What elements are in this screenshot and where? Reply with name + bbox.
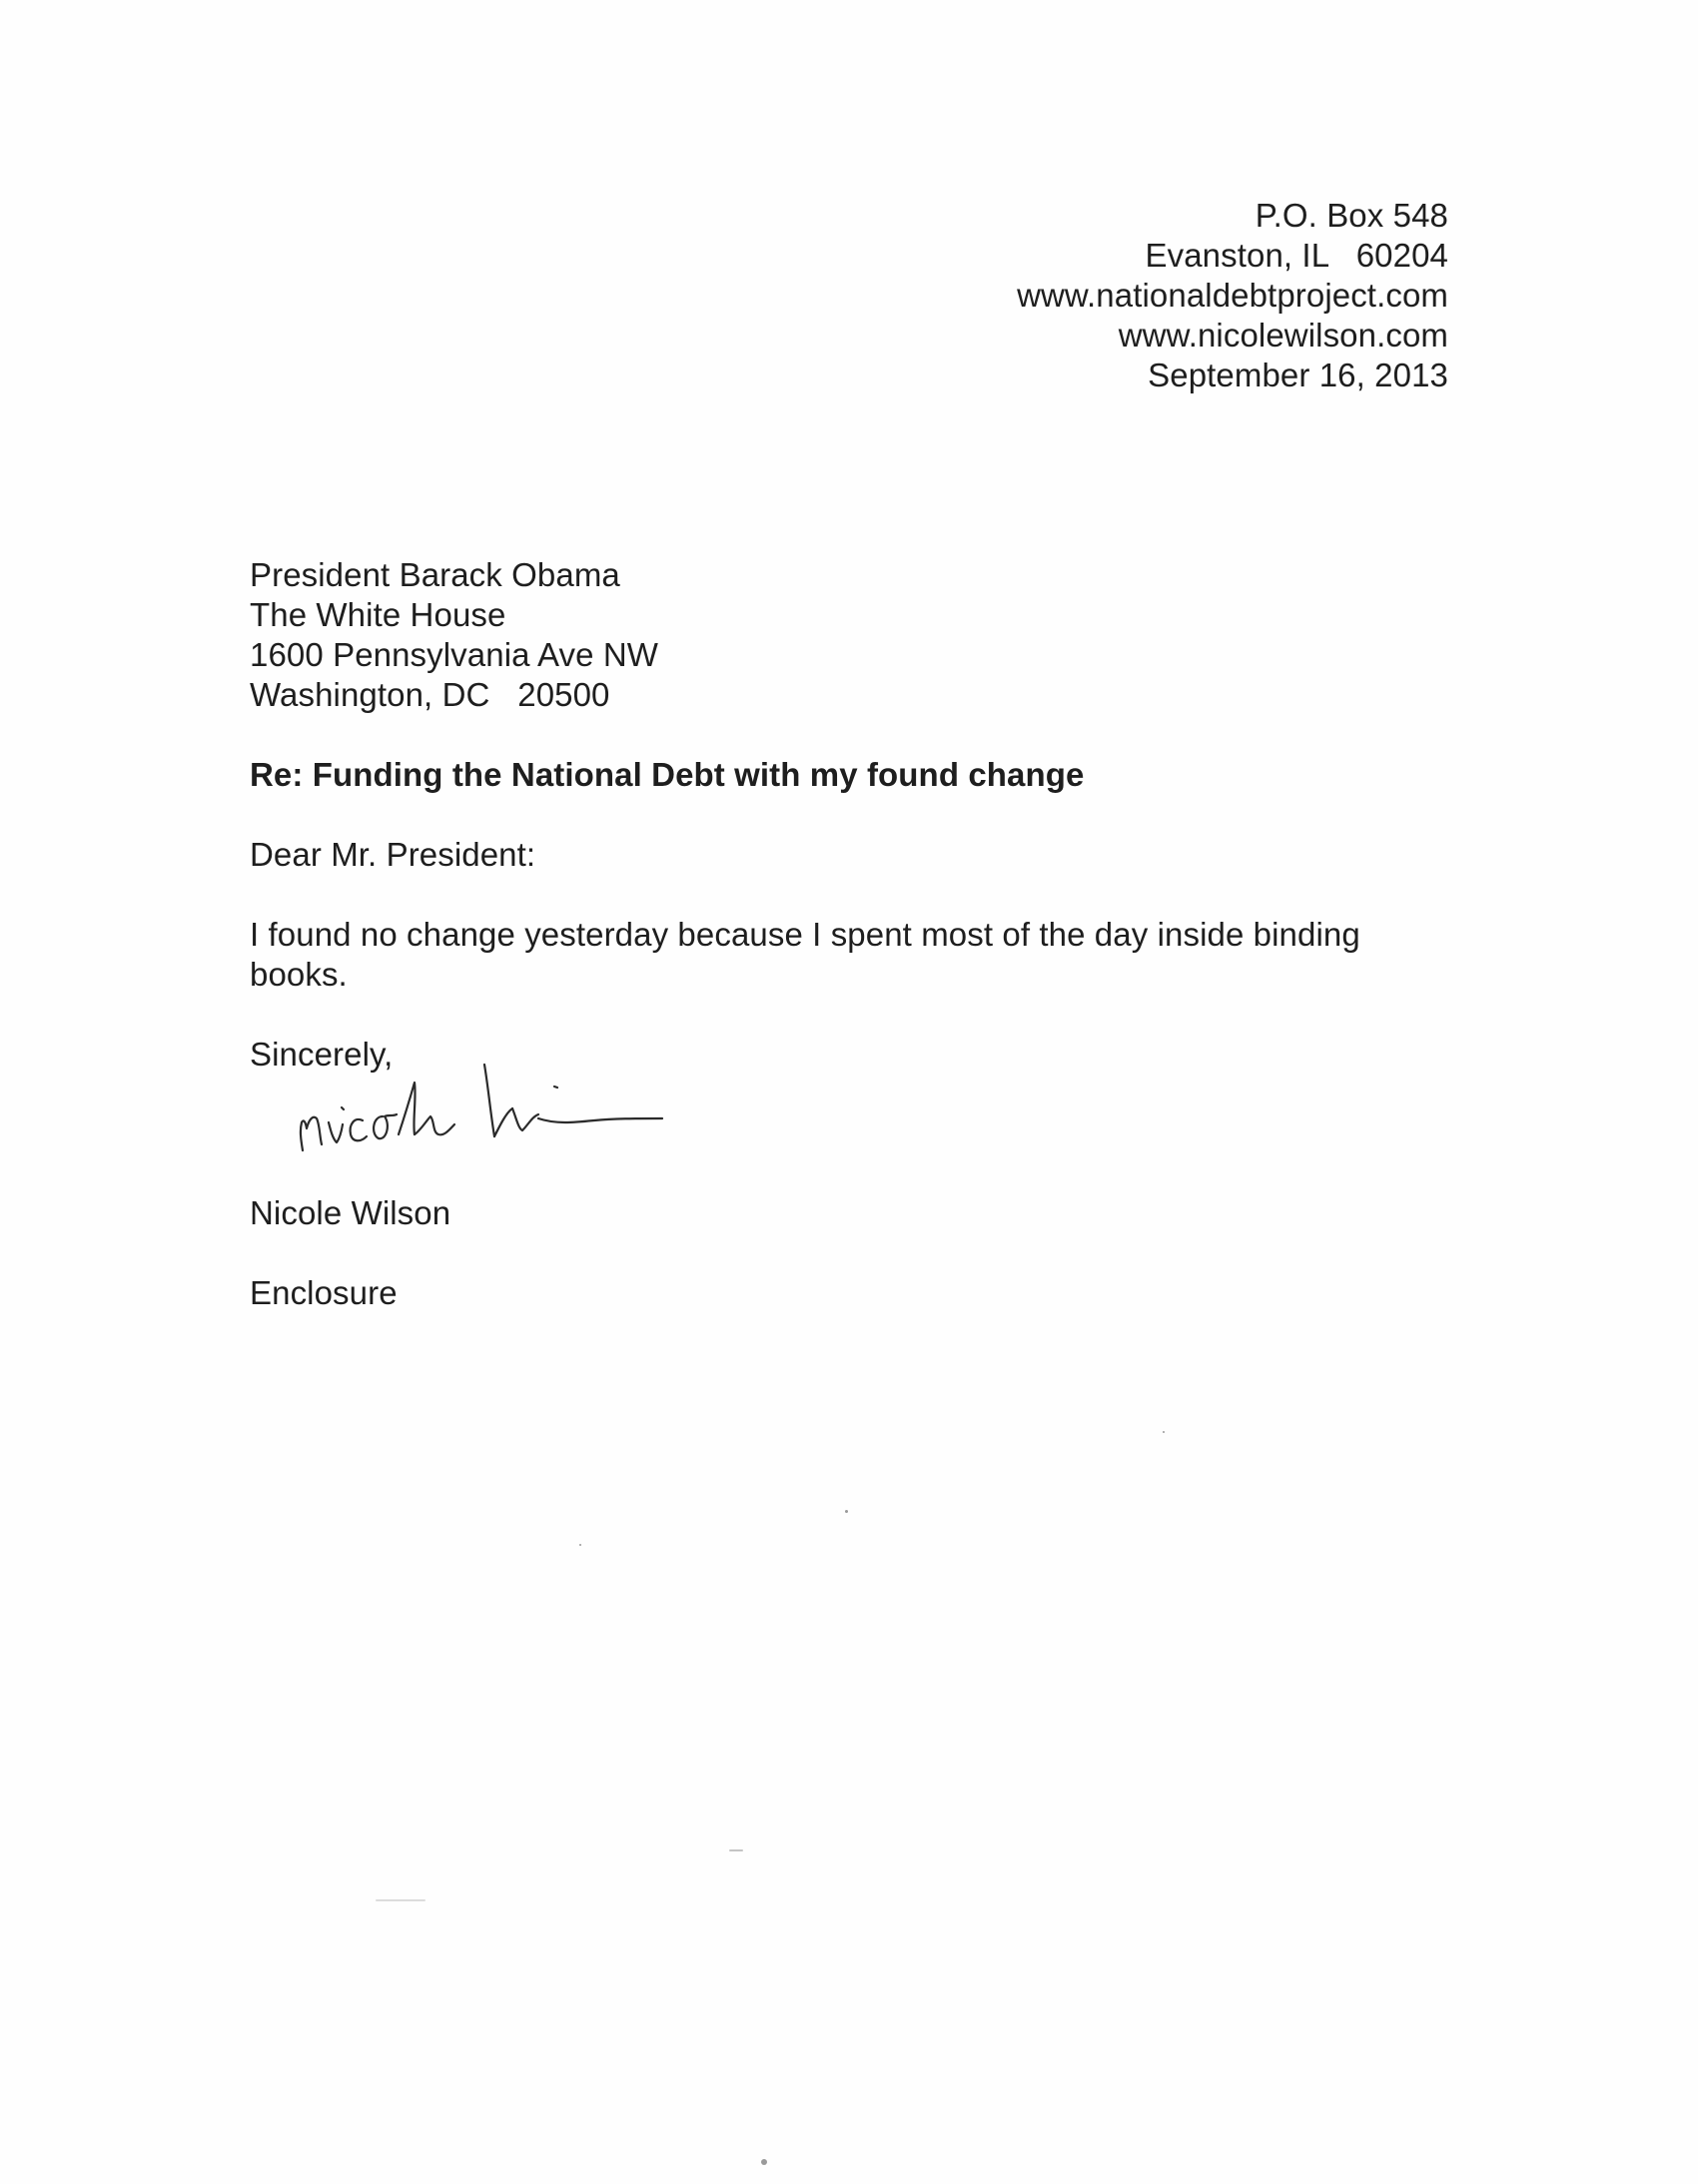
handwritten-signature — [295, 1059, 674, 1168]
body-paragraph: I found no change yesterday because I spent most of the day inside binding books. — [250, 916, 1360, 993]
sender-website-2: www.nicolewilson.com — [1118, 317, 1448, 354]
sender-address-block — [1017, 196, 1448, 395]
closing: Sincerely, — [250, 1036, 394, 1073]
scan-speck — [845, 1510, 848, 1513]
subject-line: Re: Funding the National Debt with my found change — [250, 756, 1085, 793]
salutation: Dear Mr. President: — [250, 836, 536, 873]
enclosure-note: Enclosure — [250, 1274, 398, 1311]
signer-name: Nicole Wilson — [250, 1194, 451, 1231]
recipient-address-block — [250, 555, 658, 715]
scan-speck — [1163, 1431, 1165, 1433]
letter-date: September 16, 2013 — [1148, 357, 1448, 393]
scan-speck — [761, 2159, 767, 2165]
recipient-organization: The White House — [250, 596, 506, 633]
scan-speck — [729, 1849, 743, 1851]
scan-speck — [579, 1544, 581, 1546]
recipient-city-line: Washington, DC 20500 — [250, 676, 610, 713]
sender-website-1: www.nationaldebtproject.com — [1017, 277, 1448, 314]
recipient-street: 1600 Pennsylvania Ave NW — [250, 636, 659, 673]
scan-speck — [376, 1899, 425, 1901]
sender-po-box: P.O. Box 548 — [1255, 197, 1448, 234]
recipient-name: President Barack Obama — [250, 556, 620, 593]
sender-city-line: Evanston, IL 60204 — [1145, 237, 1448, 274]
